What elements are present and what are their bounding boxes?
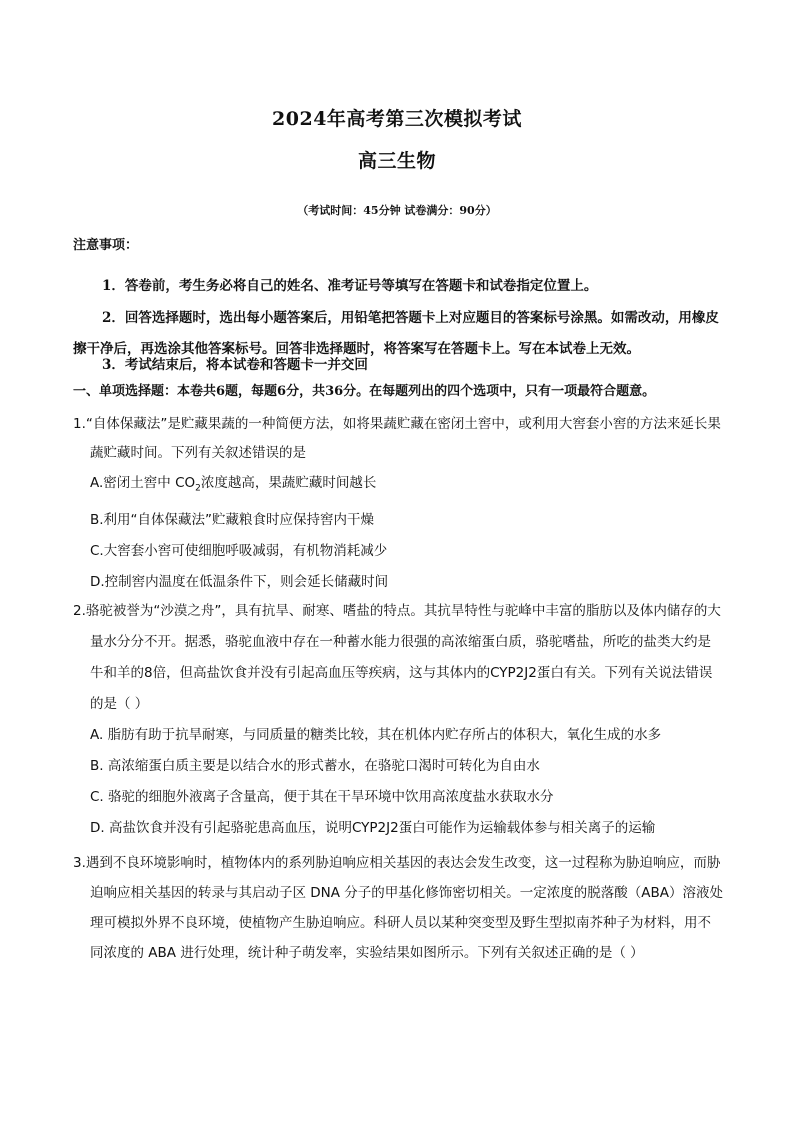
notice-item-1: 1．答卷前，考生务必将自己的姓名、准考证号等填写在答题卡和试卷指定位置上。	[102, 277, 598, 294]
question-2-stem: 2.骆驼被誉为“沙漠之舟”，具有抗旱、耐寒、嗜盐的特点。其抗旱特性与驼峰中丰富的脂肪以及体内储存的大量水分分不开。据悉，骆驼血液中存在一种蓄水能力很强的高浓缩蛋白质，骆驼嗜盐，所吃的盐类大约是牛和羊的8倍，但高盐饮食并没有引起高血压等疾病，这与其体内的CYP2J2蛋白有关。下列有关说法错误的是（ ）	[73, 603, 721, 712]
question-1-option-c: C.大窖套小窖可使细胞呼吸减弱，有机物消耗减少	[90, 542, 388, 559]
question-2-option-d: D. 高盐饮食并没有引起骆驼患高血压，说明CYP2J2蛋白可能作为运输载体参与相关离子的运输	[90, 820, 656, 836]
question-1-option-a: A.密闭土窖中 $CO_2$浓度越高，果蔬贮藏时间越长	[90, 475, 377, 494]
question-2-option-b: B. 高浓缩蛋白质主要是以结合水的形式蓄水，在骆驼口渴时可转化为自由水	[90, 758, 540, 774]
question-1-option-d: D.控制窖内温度在低温条件下，则会延长储藏时间	[90, 573, 389, 590]
question-2-option-a: A. 脂肪有助于抗旱耐寒，与同质量的糖类比较，其在机体内贮存所占的体积大，氧化生成的水多	[90, 727, 662, 743]
section-heading: 一、单项选择题：本卷共6题，每题6分，共36分。在每题列出的四个选项中，只有一项最符合题意。	[73, 384, 656, 399]
question-2-option-c: C. 骆驼的细胞外液离子含量高，便于其在干旱环境中饮用高浓度盐水获取水分	[90, 789, 554, 805]
notice-heading: 注意事项：	[73, 238, 139, 253]
question-2	[73, 596, 724, 844]
exam-title: 2024年高考第三次模拟考试	[272, 108, 522, 130]
exam-subject: 高三生物	[357, 150, 436, 172]
exam-info: （考试时间：45分钟 试卷满分：90分）	[297, 204, 497, 217]
notice-item-3: 3．考试结束后，将本试卷和答题卡一并交回	[102, 357, 368, 373]
question-1-stem: 1.“自体保藏法”是贮藏果蔬的一种简便方法，如将果蔬贮藏在密闭土窖中，或利用大窖套小窖的方法来延长果蔬贮藏时间。下列有关叙述错误的是	[73, 416, 721, 461]
question-1	[73, 410, 724, 598]
notice-item-2: 2．回答选择题时，选出每小题答案后，用铅笔把答题卡上对应题目的答案标号涂黑。如需改动，用橡皮擦干净后，再选涂其他答案标号。回答非选择题时，将答案写在答题卡上。写在本试卷上无效。	[73, 309, 719, 357]
question-1-option-b: B.利用“自体保藏法”贮藏粮食时应保持窖内干燥	[90, 511, 375, 528]
question-3	[73, 848, 724, 968]
question-3-stem: 3.遇到不良环境影响时，植物体内的系列胁迫响应相关基因的表达会发生改变，这一过程称为胁迫响应，而胁迫响应相关基因的转录与其启动子区 DNA 分子的甲基化修饰密切相关。一定浓度的脱落酸（ABA）溶液处理可模拟外界不良环境，使植物产生胁迫响应。科研人员以某种突变型及野生型拟南芥种子为材料，用不同浓度的 ABA 进行处理，统计种子萌发率，实验结果如图所示。下列有关叙述正确的是（ ）	[73, 855, 724, 961]
